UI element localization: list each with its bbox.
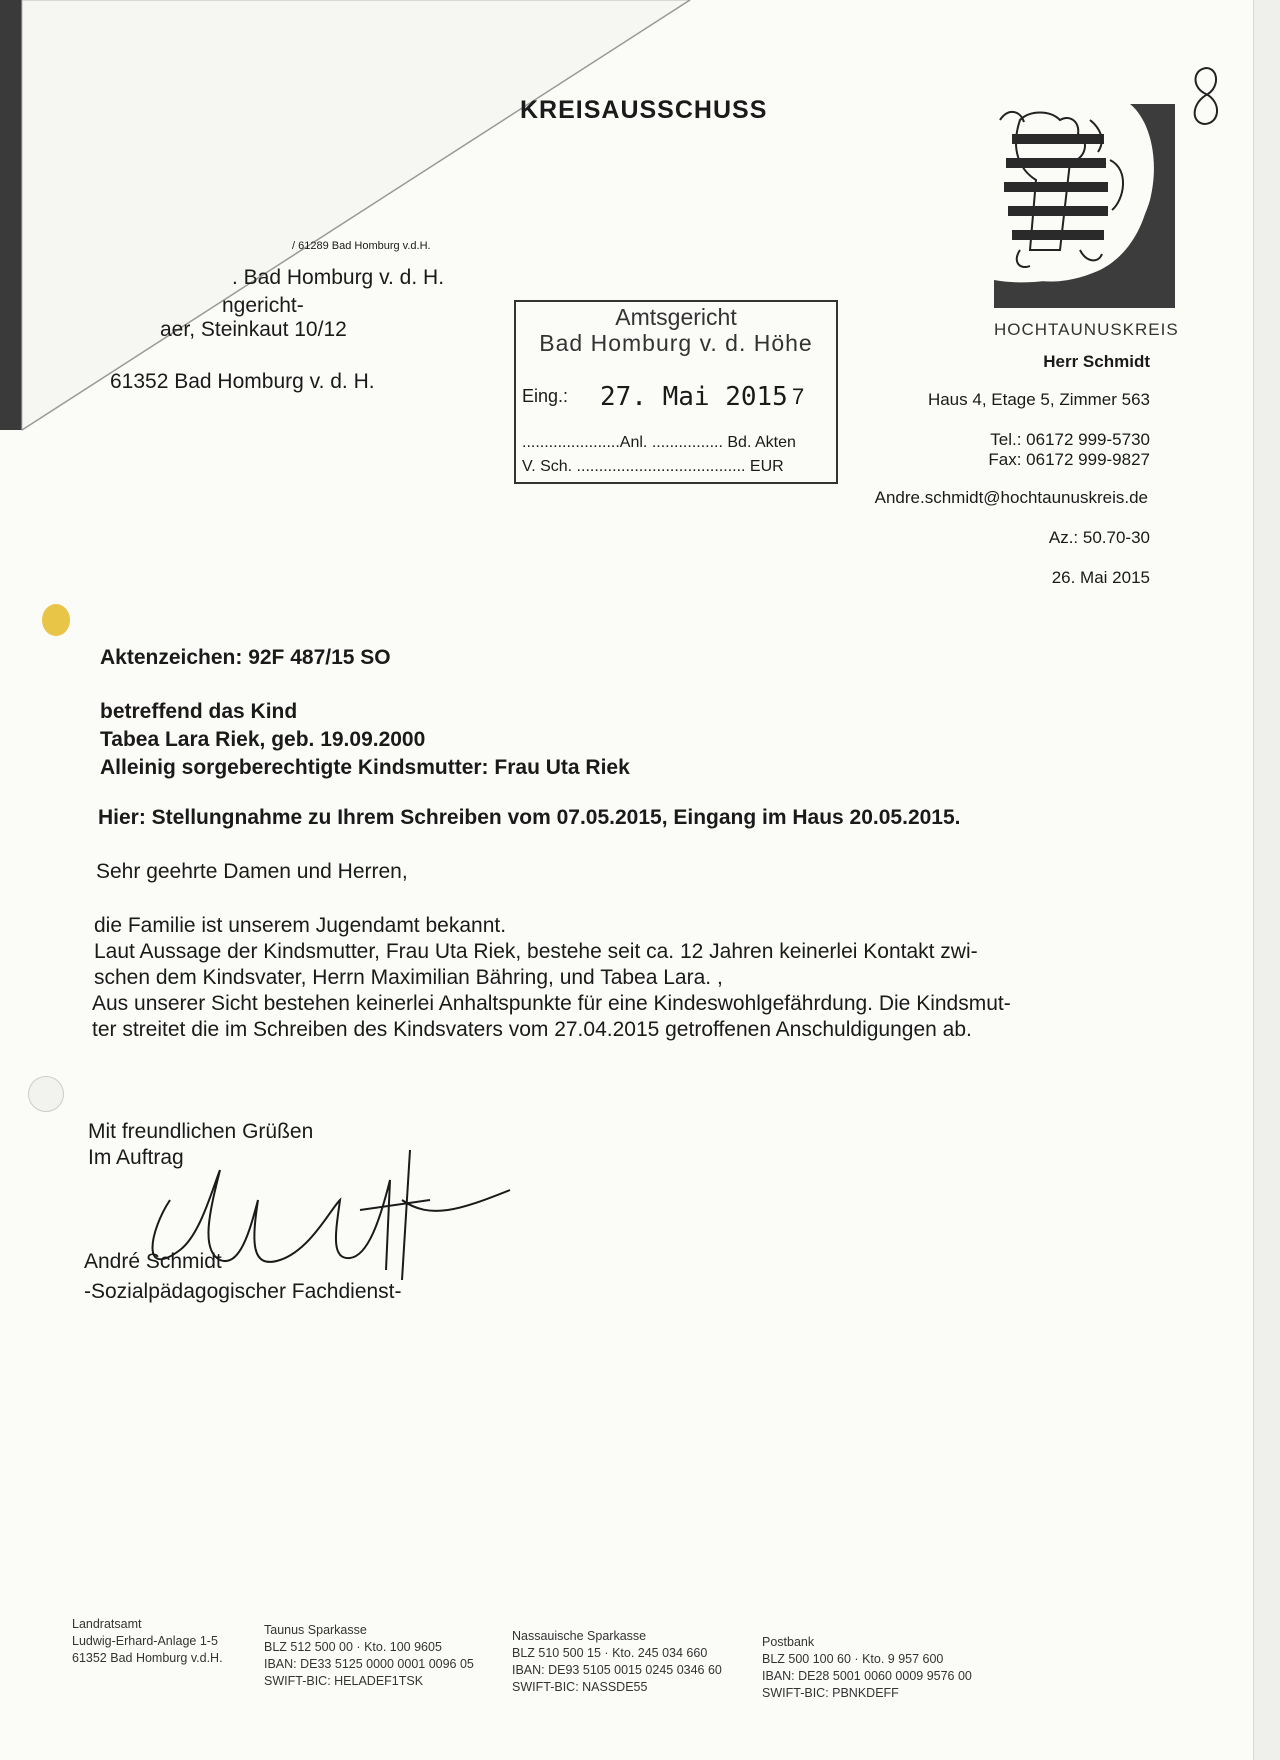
footer-line: BLZ 500 100 60 · Kto. 9 957 600: [762, 1652, 944, 1666]
court-received-stamp: [514, 300, 838, 484]
salutation: Sehr geehrte Damen und Herren,: [96, 860, 408, 883]
subject-line-2: Tabea Lara Riek, geb. 19.09.2000: [100, 728, 426, 751]
footer-bank-taunus: [264, 1622, 474, 1690]
logo-caption: HOCHTAUNUSKREIS: [994, 320, 1179, 339]
signer-name: André Schmidt: [84, 1250, 222, 1273]
paragraph-2-line-1: Laut Aussage der Kindsmutter, Frau Uta Riek, bestehe seit ca. 12 Jahren keinerlei Kontakt zwi-: [94, 940, 978, 963]
stamp-eing-label: Eing.:: [522, 386, 569, 406]
footer-bank-postbank: [762, 1634, 972, 1702]
recipient-line-1: . Bad Homburg v. d. H.: [232, 266, 445, 289]
aktenzeichen: Aktenzeichen: 92F 487/15 SO: [100, 646, 391, 669]
stamp-court: Amtsgericht: [615, 304, 737, 330]
footer-line: Ludwig-Erhard-Anlage 1-5: [72, 1634, 218, 1648]
authority-title: KREISAUSSCHUSS: [520, 96, 768, 124]
footer-line: SWIFT-BIC: HELADEF1TSK: [264, 1674, 424, 1688]
page-edge: [1253, 0, 1280, 1760]
footer-line: SWIFT-BIC: NASSDE55: [512, 1680, 648, 1694]
contact-name: Herr Schmidt: [1043, 352, 1150, 371]
contact-fax: Fax: 06172 999-9827: [988, 450, 1150, 469]
recipient-line-2: ngericht-: [222, 294, 304, 317]
subject-line-3: Alleinig sorgeberechtigte Kindsmutter: Frau Uta Riek: [100, 756, 630, 779]
hesse-lion-icon: [990, 100, 1180, 312]
case-reference: Az.: 50.70-30: [1048, 528, 1150, 547]
footer-line: IBAN: DE28 5001 0060 0009 9576 00: [762, 1669, 972, 1683]
contact-email: Andre.schmidt@hochtaunuskreis.de: [874, 488, 1148, 507]
stamp-number: 7: [792, 384, 805, 409]
recipient-line-4: 61352 Bad Homburg v. d. H.: [110, 370, 375, 393]
sender-line: / 61289 Bad Homburg v.d.H.: [292, 240, 431, 252]
footer-line: BLZ 512 500 00 · Kto. 100 9605: [264, 1640, 442, 1654]
paragraph-3-line-2: ter streitet die im Schreiben des Kindsvaters vom 27.04.2015 getroffenen Anschuldigungen ab.: [92, 1018, 972, 1041]
closing-line-1: Mit freundlichen Grüßen: [88, 1120, 314, 1143]
subject-line-1: betreffend das Kind: [100, 700, 298, 723]
footer-office: [72, 1616, 223, 1667]
footer-line: IBAN: DE33 5125 0000 0001 0096 05: [264, 1657, 474, 1671]
handwritten-page-number: [1188, 64, 1224, 128]
stamp-vsch-row: V. Sch. ...................................... EUR: [522, 458, 784, 475]
footer-line: IBAN: DE93 5105 0015 0245 0346 60: [512, 1663, 722, 1677]
footer-line: BLZ 510 500 15 · Kto. 245 034 660: [512, 1646, 708, 1660]
stamp-anl-row: ......................Anl. ................ Bd. Akten: [522, 434, 796, 451]
closing-line-2: Im Auftrag: [88, 1146, 184, 1169]
signer-department: -Sozialpädagogischer Fachdienst-: [84, 1280, 402, 1303]
stamp-location: Bad Homburg v. d. Höhe: [539, 330, 813, 356]
regarding-line: Hier: Stellungnahme zu Ihrem Schreiben vom 07.05.2015, Eingang im Haus 20.05.2015.: [98, 806, 961, 829]
stamp-date: 27. Mai 2015: [600, 382, 788, 412]
contact-room: Haus 4, Etage 5, Zimmer 563: [927, 390, 1150, 409]
paragraph-1: die Familie ist unserem Jugendamt bekannt.: [94, 914, 507, 937]
contact-tel: Tel.: 06172 999-5730: [990, 430, 1150, 449]
footer-line: Postbank: [762, 1635, 815, 1649]
footer-bank-nassau: [512, 1628, 722, 1696]
paragraph-2-line-2: schen dem Kindsvater, Herrn Maximilian Bähring, und Tabea Lara. ,: [94, 966, 723, 989]
footer-line: SWIFT-BIC: PBNKDEFF: [762, 1686, 899, 1700]
paragraph-3-line-1: Aus unserer Sicht bestehen keinerlei Anhaltspunkte für eine Kindeswohlgefährdung. Die Kindsmut-: [92, 992, 1011, 1015]
punch-hole: [42, 604, 70, 636]
recipient-line-3: aer, Steinkaut 10/12: [160, 318, 347, 341]
footer-line: Landratsamt: [72, 1617, 142, 1631]
punch-hole: [28, 1076, 64, 1112]
footer-line: Nassauische Sparkasse: [512, 1629, 647, 1643]
footer-line: Taunus Sparkasse: [264, 1623, 367, 1637]
letter-date: 26. Mai 2015: [1051, 568, 1150, 587]
footer-line: 61352 Bad Homburg v.d.H.: [72, 1651, 223, 1665]
